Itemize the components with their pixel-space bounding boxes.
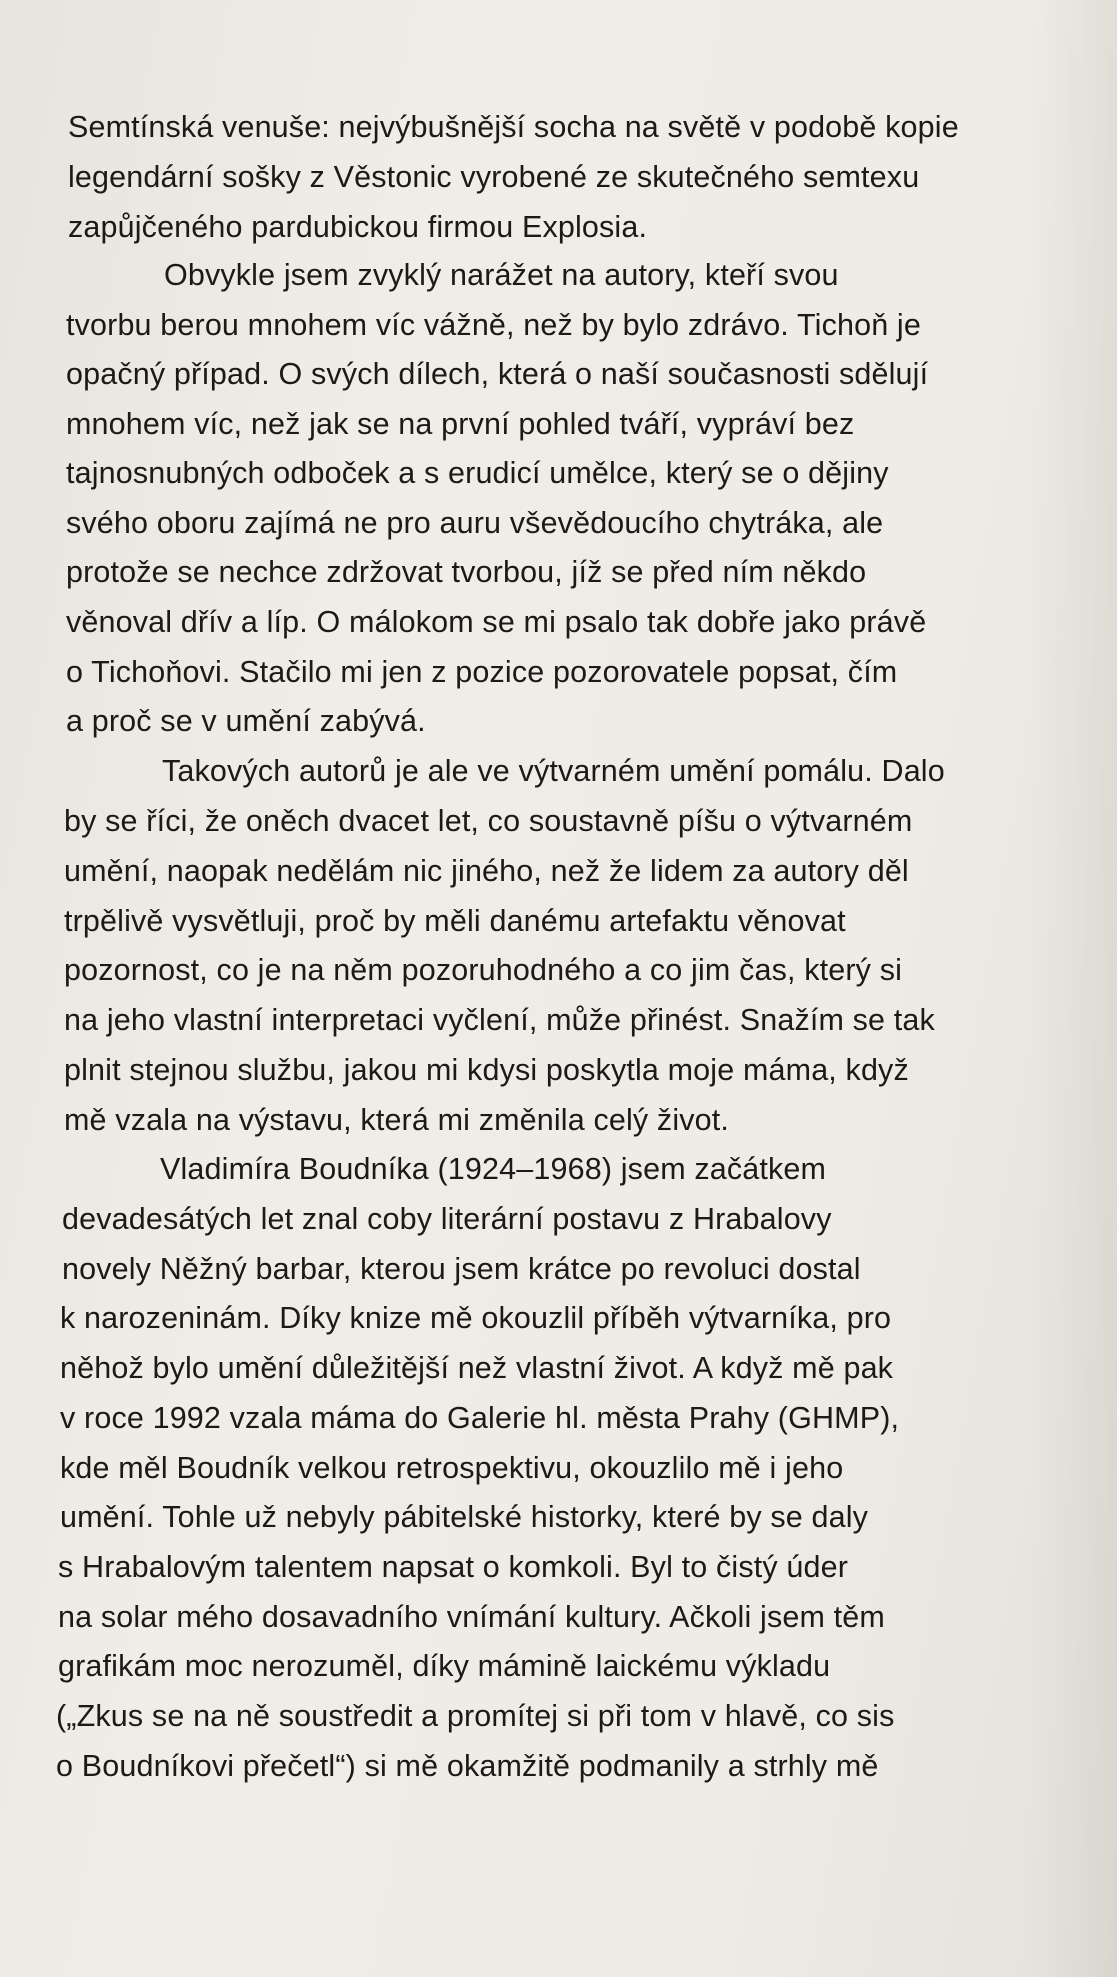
text-line: a proč se v umění zabývá. [66,704,426,738]
text-line: svého oboru zajímá ne pro auru vševědoucího chytráka, ale [66,506,884,540]
page-edge-shadow [1027,0,1117,1977]
text-line: by se říci, že oněch dvacet let, co soustavně píšu o výtvarném [64,804,913,838]
text-line: o Tichoňovi. Stačilo mi jen z pozice pozorovatele popsat, čím [66,655,898,689]
text-line: něhož bylo umění důležitější než vlastní život. A když mě pak [60,1351,894,1385]
text-line: zapůjčeného pardubickou firmou Explosia. [68,210,648,244]
text-line: protože se nechce zdržovat tvorbou, jíž se před ním někdo [66,555,867,589]
text-line: plnit stejnou službu, jakou mi kdysi poskytla moje máma, když [64,1053,909,1087]
text-line: mě vzala na výstavu, která mi změnila celý život. [64,1103,730,1137]
text-line: legendární sošky z Věstonic vyrobené ze skutečného semtexu [68,160,920,194]
text-line: Semtínská venuše: nejvýbušnější socha na světě v podobě kopie [68,110,959,144]
text-line: trpělivě vysvětluji, proč by měli danému artefaktu věnovat [64,904,846,938]
text-line: Vladimíra Boudníka (1924–1968) jsem začátkem [160,1152,827,1186]
text-line: umění. Tohle už nebyly pábitelské historky, které by se daly [60,1500,869,1534]
text-line: v roce 1992 vzala máma do Galerie hl. města Prahy (GHMP), [60,1401,900,1435]
text-line: na jeho vlastní interpretaci vyčlení, může přinést. Snažím se tak [64,1003,935,1037]
text-line: grafikám moc nerozuměl, díky mámině laickému výkladu [58,1649,831,1683]
text-line: o Boudníkovi přečetl“) si mě okamžitě podmanily a strhly mě [56,1749,879,1783]
text-line: Takových autorů je ale ve výtvarném umění pomálu. Dalo [162,754,945,788]
text-line: kde měl Boudník velkou retrospektivu, okouzlilo mě i jeho [60,1451,844,1485]
text-line: Obvykle jsem zvyklý narážet na autory, kteří svou [164,258,839,292]
text-line: mnohem víc, než jak se na první pohled tváří, vypráví bez [66,407,855,441]
text-line: („Zkus se na ně soustředit a promítej si při tom v hlavě, co sis [56,1699,895,1733]
text-line: pozornost, co je na něm pozoruhodného a co jim čas, který si [64,953,903,987]
text-line: tvorbu berou mnohem víc vážně, než by bylo zdrávo. Tichoň je [66,308,921,342]
text-line: novely Něžný barbar, kterou jsem krátce po revoluci dostal [62,1252,861,1286]
text-line: umění, naopak nedělám nic jiného, než že lidem za autory děl [64,854,909,888]
text-line: s Hrabalovým talentem napsat o komkoli. Byl to čistý úder [58,1550,849,1584]
text-line: na solar mého dosavadního vnímání kultury. Ačkoli jsem těm [58,1600,885,1634]
text-line: věnoval dřív a líp. O málokom se mi psalo tak dobře jako právě [66,605,927,639]
text-line: k narozeninám. Díky knize mě okouzlil příběh výtvarníka, pro [60,1301,892,1335]
text-line: devadesátých let znal coby literární postavu z Hrabalovy [62,1202,832,1236]
text-line: tajnosnubných odboček a s erudicí umělce, který se o dějiny [66,456,889,490]
text-line: opačný případ. O svých dílech, která o naší současnosti sdělují [66,357,929,391]
